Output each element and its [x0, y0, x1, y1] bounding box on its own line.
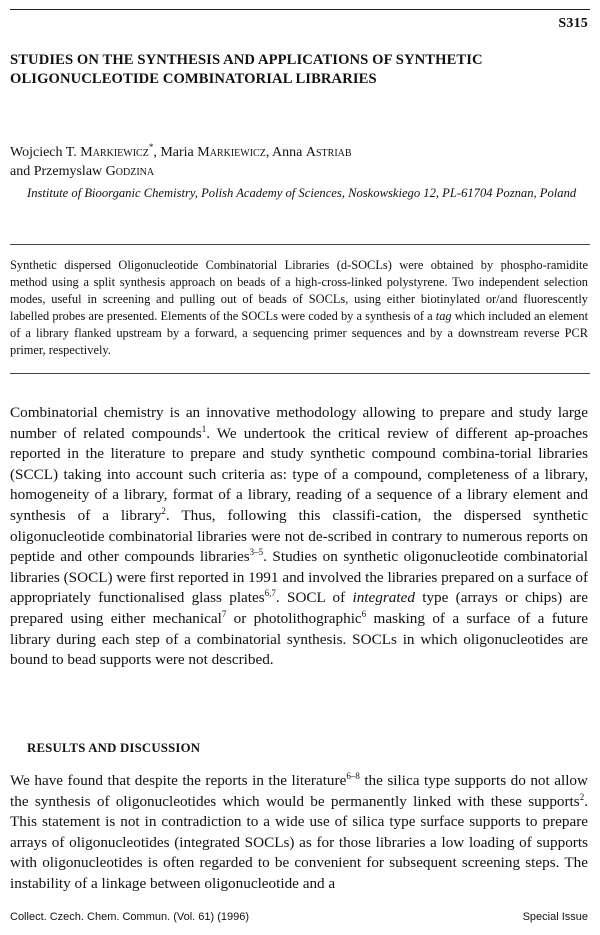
- integrated-term: integrated: [352, 589, 415, 607]
- abstract-bottom-rule: [10, 373, 590, 374]
- author-surname: Markiewicz: [197, 145, 266, 160]
- author-first-name: Wojciech T.: [10, 145, 81, 160]
- corresponding-author-mark: *: [148, 142, 154, 152]
- section-heading: RESULTS AND DISCUSSION: [27, 741, 201, 755]
- citation-ref: 6,7: [264, 588, 276, 599]
- article-title: STUDIES ON THE SYNTHESIS AND APPLICATIONS OF SYNTHETIC OLIGONUCLEOTIDE COMBINATORIAL LIBRARIES: [10, 52, 483, 87]
- author-list: [10, 143, 570, 181]
- author-separator: , Anna: [265, 145, 306, 160]
- author-surname: Markiewicz: [80, 145, 149, 160]
- author-separator: and Przemyslaw: [10, 164, 106, 179]
- author-surname: Godzina: [105, 164, 155, 179]
- citation-ref: 3–5: [249, 547, 264, 558]
- page-number: S315: [558, 16, 588, 31]
- results-paragraph: We have found that despite the reports in the literature$^{6-8}$ the silica type supports do not allow the synthesis of oligonucleotides which would be permanently linked with these supports$^2$. This statement is not in contradiction to a wide use of silica type surface supports to prepare arrays of oligonucleotides (integrated SOCLs) as for those libraries a low loading of supports with oligonucleotides is often regarded to be convenient for subsequent screening steps. The instability of a linkage between oligonucleotide and a: [10, 771, 588, 892]
- abstract: Synthetic dispersed Oligonucleotide Combinatorial Libraries (d-SOCLs) were obtained by phospho-ramidite method using a split synthesis approach on beads of a high-cross-linked polystyrene. Two independent selection modes, useful in screening and pulling out of beads of SOCLs, using either biotinylated or/and fluorescently labelled probes are presented. Elements of the SOCLs were coded by a synthesis of a tag which included an element of a library flanked upstream by a forward, a sequencing primer sequences and by a downstream reverse PCR primer, respectively.: [10, 258, 589, 357]
- tag-term: tag: [435, 308, 452, 323]
- introduction-paragraph: Combinatorial chemistry is an innovative methodology allowing to prepare and study large number of related compounds$^1$. We undertook the critical review of different ap-proaches reported in the literature to prepare and study synthetic compound combina-torial libraries (SCCL) taking into account such criteria as: type of a compound, completeness of a library, homogeneity of a library, format of a library, reading of a sequence of a library element and synthesis of a library$^2$. Thus, following this classifi-cation, the dispersed synthetic oligonucleotide combinatorial libraries were not de-scribed in contrary to numerous reports on peptide and other compounds libraries$^{3-5}$. Studies on synthetic oligonucleotide combinatorial libraries (SOCL) were first reported in 1991 and involved the libraries prepared on a surface of appropriately functionalised glass plates$^{6,7}$. SOCL of integrated type (arrays or chips) are prepared using either mechanical$^7$ or photolithographic$^6$ masking of a surface of a future library during each step of a combinatorial synthesis. SOCLs in which oligonucleotides are bound to bead supports were not described.: [10, 404, 588, 669]
- abstract-top-rule: [10, 244, 590, 245]
- citation-ref: 2: [579, 791, 585, 802]
- citation-ref: 6: [361, 608, 367, 619]
- footer-citation: Collect. Czech. Chem. Commun. (Vol. 61) (1996): [10, 911, 250, 923]
- citation-ref: 7: [221, 608, 227, 619]
- citation-ref: 6–8: [346, 771, 360, 781]
- header-rule: [10, 9, 590, 10]
- citation-ref: 2: [161, 505, 166, 516]
- author-separator: , Maria: [153, 145, 198, 160]
- footer-issue: Special Issue: [522, 911, 588, 923]
- author-surname: Astriab: [305, 145, 352, 160]
- citation-ref: 1: [201, 423, 207, 434]
- affiliation: Institute of Bioorganic Chemistry, Polish Academy of Sciences, Noskowskiego 12, PL-61704 Poznan, Poland: [27, 186, 577, 200]
